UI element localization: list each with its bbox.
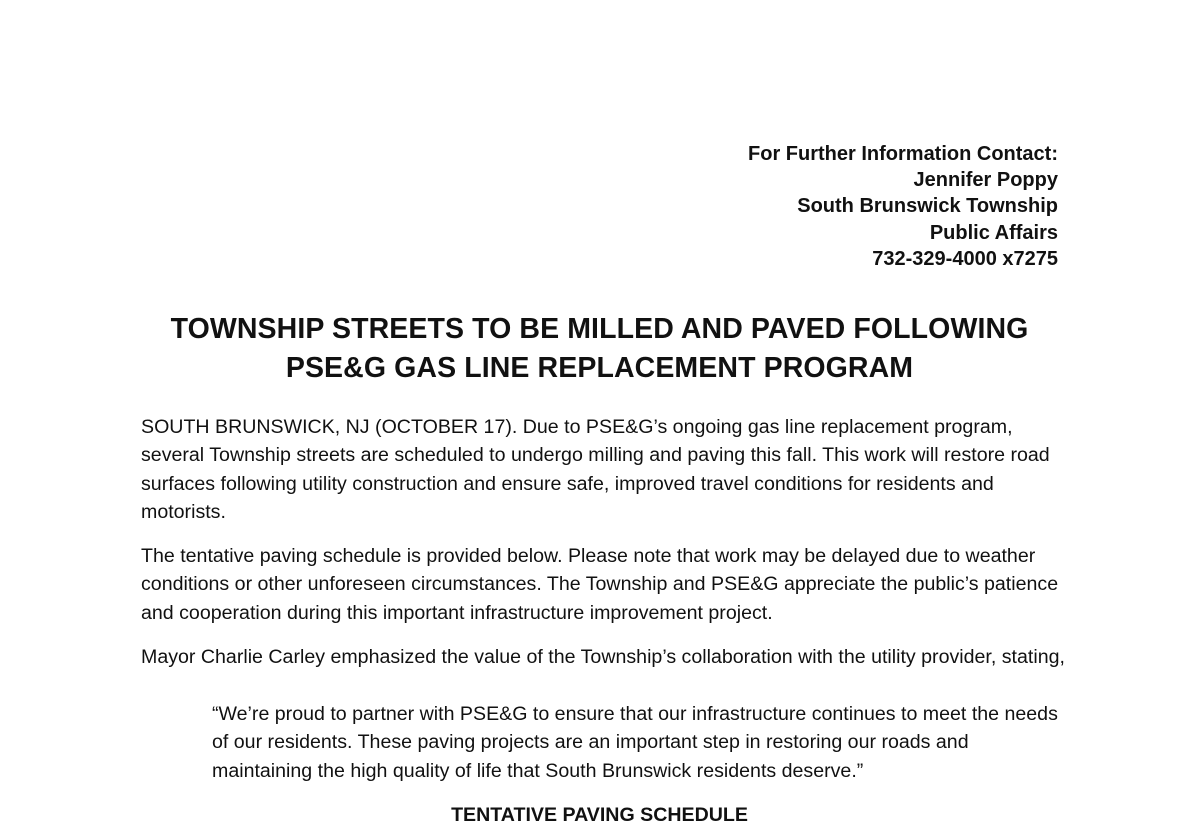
body-paragraph-mayor: Mayor Charlie Carley emphasized the value of the Township’s collaboration with the utility provider, stating, [141,646,1065,668]
contact-heading: For Further Information Contact: [748,143,1058,165]
body-paragraph-intro: SOUTH BRUNSWICK, NJ (OCTOBER 17). Due to PSE&G’s ongoing gas line replacement program, several Township streets are scheduled to undergo milling and paving this fall. This work will restore road surfaces following utility construction and ensure safe, improved travel conditions for residents and motorists. [141,416,1050,524]
contact-phone: 732-329-4000 x7275 [872,247,1058,270]
press-release-headline [80,310,1119,387]
contact-organization: South Brunswick Township [797,195,1058,218]
headline-line-1: TOWNSHIP STREETS TO BE MILLED AND PAVED FOLLOWING [170,313,1029,345]
mayor-quote: “We’re proud to partner with PSE&G to ensure that our infrastructure continues to meet the needs of our residents. These paving projects are an important step in restoring our roads and maintaining the high quality of life that South Brunswick residents deserve.” [212,703,1058,782]
contact-block [748,141,1058,272]
contact-department: Public Affairs [929,221,1058,244]
headline-line-2: PSE&G GAS LINE REPLACEMENT PROGRAM [285,351,914,384]
body-paragraph-schedule-note: The tentative paving schedule is provided below. Please note that work may be delayed due to weather conditions or other unforeseen circumstances. The Township and PSE&G appreciate the public’s patience and cooperation during this important infrastructure improvement project. [141,545,1059,624]
schedule-heading: TENTATIVE PAVING SCHEDULE [451,804,748,826]
contact-name: Jennifer Poppy [913,169,1058,192]
